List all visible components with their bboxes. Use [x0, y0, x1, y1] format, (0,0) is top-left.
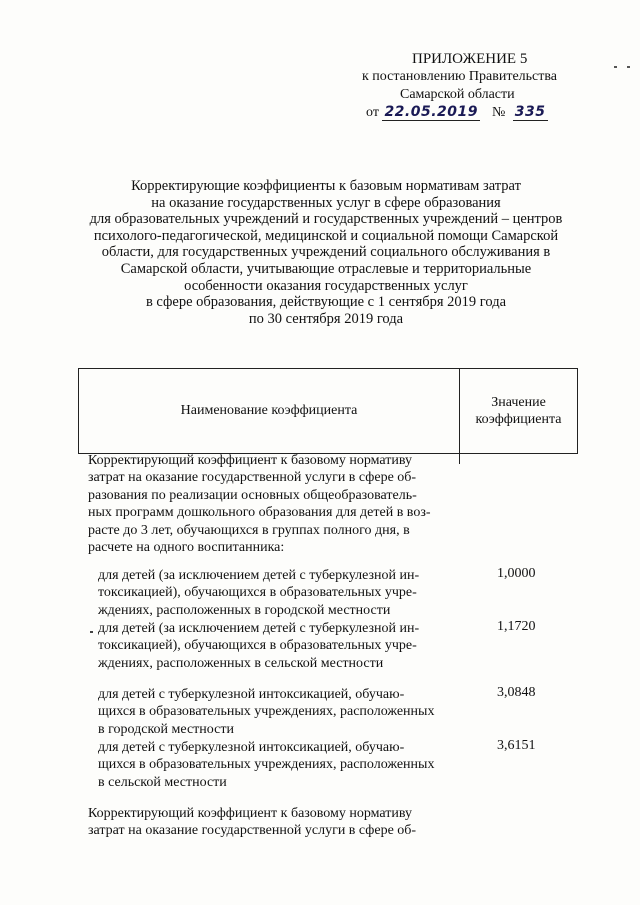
coefficient-item-2: [88, 620, 470, 672]
text-line: токсикацией), обучающихся в образовательных учре-: [98, 585, 417, 601]
text-line: разования по реализации основных общеобразователь-: [88, 487, 417, 503]
title-line: Корректирующие коэффициенты к базовым нормативам затрат: [131, 178, 521, 194]
column-header-value-line: коэффициента: [475, 412, 562, 427]
appendix-title: ПРИЛОЖЕНИЕ 5: [412, 51, 528, 67]
number-prefix: №: [491, 105, 506, 120]
intro-paragraph: [88, 452, 460, 556]
title-line: области, для государственных учреждений социального обслуживания в: [101, 244, 551, 261]
text-line: Корректирующий коэффициент к базовому нормативу: [88, 453, 413, 468]
text-line: расте до 3 лет, обучающихся в группах полного дня, в: [88, 522, 410, 538]
scan-speck: [614, 66, 617, 68]
title-line: особенности оказания государственных услуг: [184, 277, 468, 294]
appendix-header: [360, 50, 600, 124]
title-line: для образовательных учреждений и государственных учреждений – центров: [89, 211, 563, 228]
text-line: для детей с туберкулезной интоксикацией, обучаю-: [98, 687, 405, 702]
column-header-value: [460, 369, 577, 453]
text-line: затрат на оказание государственной услуги в сфере об-: [88, 470, 417, 486]
text-line: для детей с туберкулезной интоксикацией, обучаю-: [98, 740, 405, 755]
text-line: в городской местности: [98, 721, 234, 737]
appendix-region: Самарской области: [400, 87, 515, 102]
text-line: затрат на оказание государственной услуги в сфере об-: [88, 823, 417, 839]
text-line: Корректирующий коэффициент к базовому нормативу: [88, 806, 413, 821]
title-line: на оказание государственных услуг в сфере образования: [151, 194, 501, 211]
text-line: ждениях, расположенных в городской местности: [98, 602, 391, 618]
text-line: ных программ дошкольного образования для детей в воз-: [88, 505, 431, 521]
outro-paragraph: [88, 805, 460, 840]
coefficient-item-4: [88, 739, 470, 791]
coefficient-value-1: 1,0000: [497, 566, 536, 581]
coefficient-item-1: [88, 567, 470, 619]
text-line: в сельской местности: [98, 774, 227, 790]
text-line: токсикацией), обучающихся в образовательных учре-: [98, 638, 417, 654]
title-line: психолого-педагогической, медицинской и социальной помощи Самарской: [93, 227, 559, 244]
handwritten-number: 335: [514, 104, 546, 120]
title-line: Самарской области, учитывающие отраслевые и территориальные: [120, 260, 532, 277]
text-line: для детей (за исключением детей с туберкулезной ин-: [98, 568, 420, 583]
table-header: [78, 368, 578, 454]
title-line: в сфере образования, действующие с 1 сентября 2019 года: [145, 294, 507, 311]
scan-speck: [627, 66, 630, 68]
coefficient-value-2: 1,1720: [497, 619, 536, 634]
title-line: по 30 сентября 2019 года: [248, 310, 404, 327]
handwritten-date: 22.05.2019: [384, 104, 479, 120]
date-prefix: от: [366, 105, 379, 120]
column-header-name: Наименование коэффициента: [79, 369, 460, 453]
text-line: щихся в образовательных учреждениях, расположенных: [98, 704, 435, 720]
appendix-resolution: к постановлению Правительства: [362, 69, 558, 84]
coefficient-value-3: 3,0848: [497, 685, 536, 700]
appendix-date-number: [360, 104, 600, 124]
coefficient-value-4: 3,6151: [497, 738, 536, 753]
text-line: для детей (за исключением детей с туберкулезной ин-: [98, 621, 420, 636]
text-line: расчете на одного воспитанника:: [88, 540, 285, 556]
document-title: [76, 178, 576, 327]
scan-speck: [90, 631, 93, 633]
text-line: ждениях, расположенных в сельской местности: [98, 655, 384, 671]
text-line: щихся в образовательных учреждениях, расположенных: [98, 757, 435, 773]
column-header-value-line: Значение: [491, 395, 546, 410]
coefficient-item-3: [88, 686, 470, 738]
